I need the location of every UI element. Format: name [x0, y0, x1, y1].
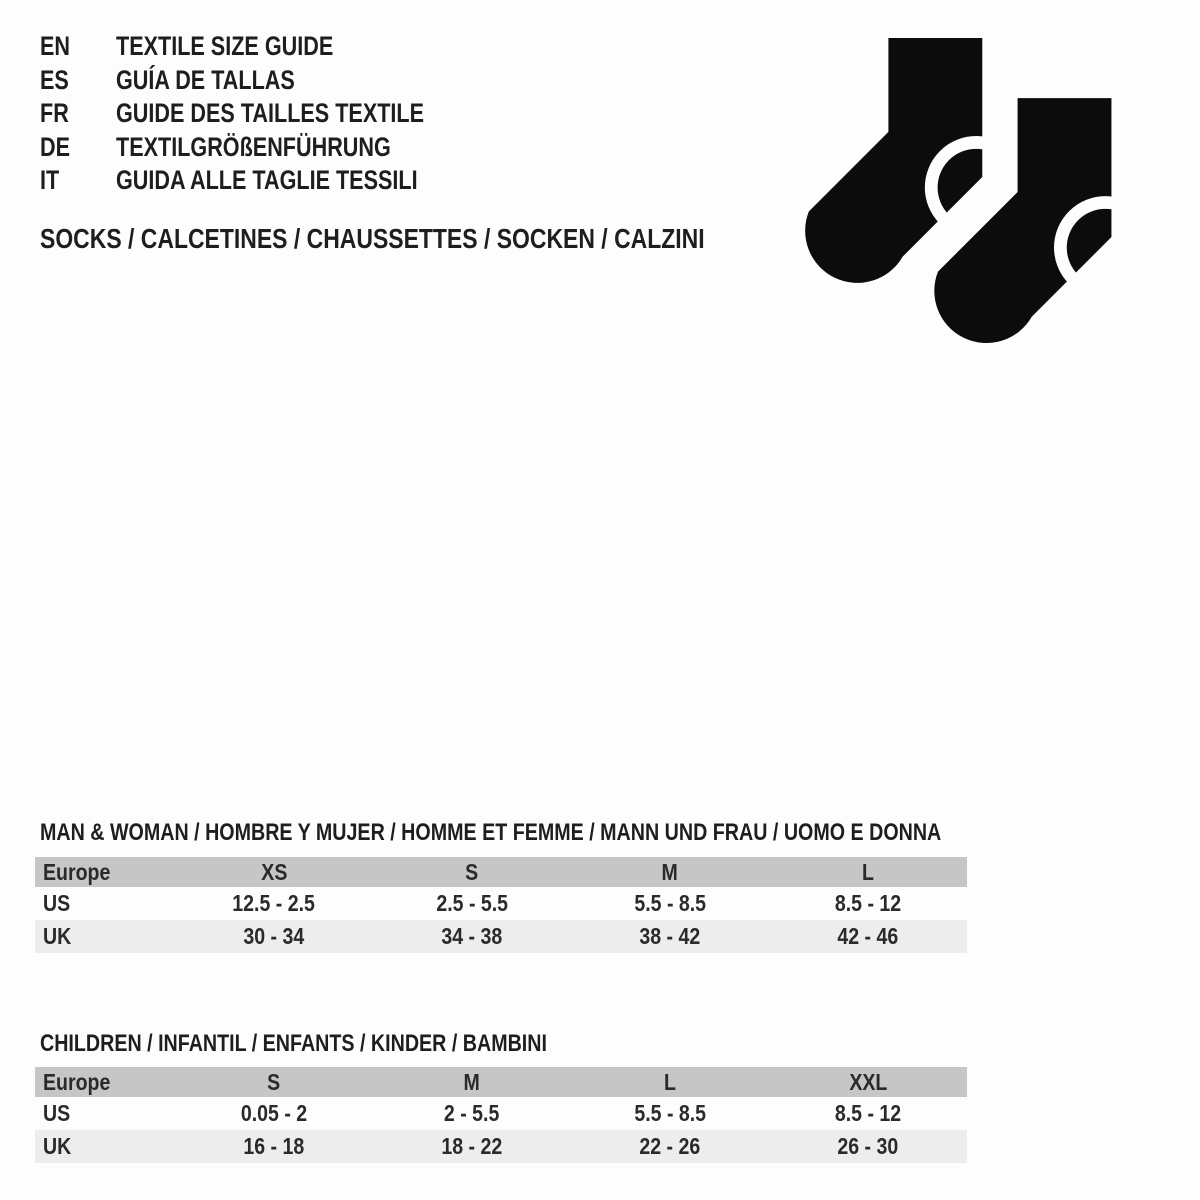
language-code: DE: [40, 131, 71, 162]
size-value-cell: [373, 1097, 571, 1130]
table-row-uk: [35, 920, 967, 953]
language-code: ES: [40, 64, 69, 95]
header-text: XXL: [848, 1068, 888, 1095]
header-text: XS: [260, 858, 288, 885]
header-cell-size: [373, 1067, 571, 1097]
size-value: 8.5 - 12: [834, 1100, 902, 1126]
header-text: L: [862, 858, 874, 885]
size-value-cell: [769, 1097, 967, 1130]
language-label: TEXTILGRÖßENFÜHRUNG: [116, 131, 391, 162]
size-value-cell: [373, 1130, 571, 1163]
size-value-cell: [769, 1130, 967, 1163]
size-value: 30 - 34: [243, 923, 305, 949]
size-value: 16 - 18: [243, 1133, 305, 1159]
language-label: TEXTILE SIZE GUIDE: [116, 31, 334, 62]
socks-icon: [760, 20, 1158, 358]
header-text: S: [465, 858, 479, 885]
header-cell-region: [35, 1067, 175, 1097]
language-row-de: [40, 131, 501, 165]
size-value-cell: [769, 920, 967, 953]
language-code: FR: [40, 98, 69, 129]
language-label: GUÍA DE TALLAS: [116, 64, 295, 95]
size-value: 0.05 - 2: [240, 1100, 308, 1126]
size-value-cell: [571, 920, 769, 953]
size-value: 34 - 38: [441, 923, 503, 949]
header-text: Europe: [43, 858, 111, 885]
size-value-cell: [175, 1097, 373, 1130]
header-cell-size: [571, 857, 769, 887]
section-title-man-woman: MAN & WOMAN / HOMBRE Y MUJER / HOMME ET FEMME / MANN UND FRAU / UOMO E DONNA: [40, 819, 942, 846]
row-label: UK: [43, 923, 72, 949]
table-header-row: [35, 1067, 967, 1097]
size-value: 2 - 5.5: [444, 1100, 500, 1126]
size-value: 38 - 42: [639, 923, 701, 949]
language-legend: [40, 30, 501, 198]
table-header-row: [35, 857, 967, 887]
header-text: L: [664, 1068, 676, 1095]
header-cell-size: [373, 857, 571, 887]
language-row-it: [40, 164, 501, 198]
header-cell-size: [769, 1067, 967, 1097]
row-label: US: [43, 890, 71, 916]
size-value: 22 - 26: [639, 1133, 701, 1159]
size-value-cell: [175, 920, 373, 953]
table-row-uk: [35, 1130, 967, 1163]
row-label: UK: [43, 1133, 72, 1159]
header-cell-region: [35, 857, 175, 887]
language-row-es: [40, 64, 501, 98]
header-cell-size: [175, 857, 373, 887]
header-text: M: [661, 858, 679, 885]
header-text: M: [463, 1068, 481, 1095]
size-value-cell: [571, 887, 769, 920]
size-value: 2.5 - 5.5: [436, 890, 508, 916]
size-value-cell: [175, 887, 373, 920]
language-code: EN: [40, 31, 71, 62]
header-text: Europe: [43, 1068, 111, 1095]
language-row-en: [40, 30, 501, 64]
header-cell-size: [571, 1067, 769, 1097]
size-value-cell: [769, 887, 967, 920]
size-value: 5.5 - 8.5: [634, 1100, 706, 1126]
language-label: GUIDE DES TAILLES TEXTILE: [116, 98, 425, 129]
header-cell-size: [175, 1067, 373, 1097]
size-value: 42 - 46: [837, 923, 899, 949]
size-value: 12.5 - 2.5: [232, 890, 316, 916]
table-row-us: [35, 1097, 967, 1130]
row-label-cell: [35, 1097, 175, 1130]
category-heading: SOCKS / CALCETINES / CHAUSSETTES / SOCKEN / CALZINI: [40, 223, 705, 254]
table-row-us: [35, 887, 967, 920]
size-value: 5.5 - 8.5: [634, 890, 706, 916]
language-code: IT: [40, 165, 60, 196]
size-value-cell: [373, 920, 571, 953]
row-label-cell: [35, 887, 175, 920]
size-value: 8.5 - 12: [834, 890, 902, 916]
section-title-children: CHILDREN / INFANTIL / ENFANTS / KINDER / BAMBINI: [40, 1030, 547, 1057]
size-table-man-woman: [35, 857, 967, 953]
size-value: 18 - 22: [441, 1133, 503, 1159]
size-value-cell: [175, 1130, 373, 1163]
language-label: GUIDA ALLE TAGLIE TESSILI: [116, 165, 418, 196]
size-value-cell: [571, 1130, 769, 1163]
row-label-cell: [35, 920, 175, 953]
row-label: US: [43, 1100, 71, 1126]
row-label-cell: [35, 1130, 175, 1163]
header-cell-size: [769, 857, 967, 887]
size-table-children: [35, 1067, 967, 1163]
language-row-fr: [40, 97, 501, 131]
size-value-cell: [571, 1097, 769, 1130]
header-text: S: [267, 1068, 281, 1095]
size-value-cell: [373, 887, 571, 920]
size-value: 26 - 30: [837, 1133, 899, 1159]
